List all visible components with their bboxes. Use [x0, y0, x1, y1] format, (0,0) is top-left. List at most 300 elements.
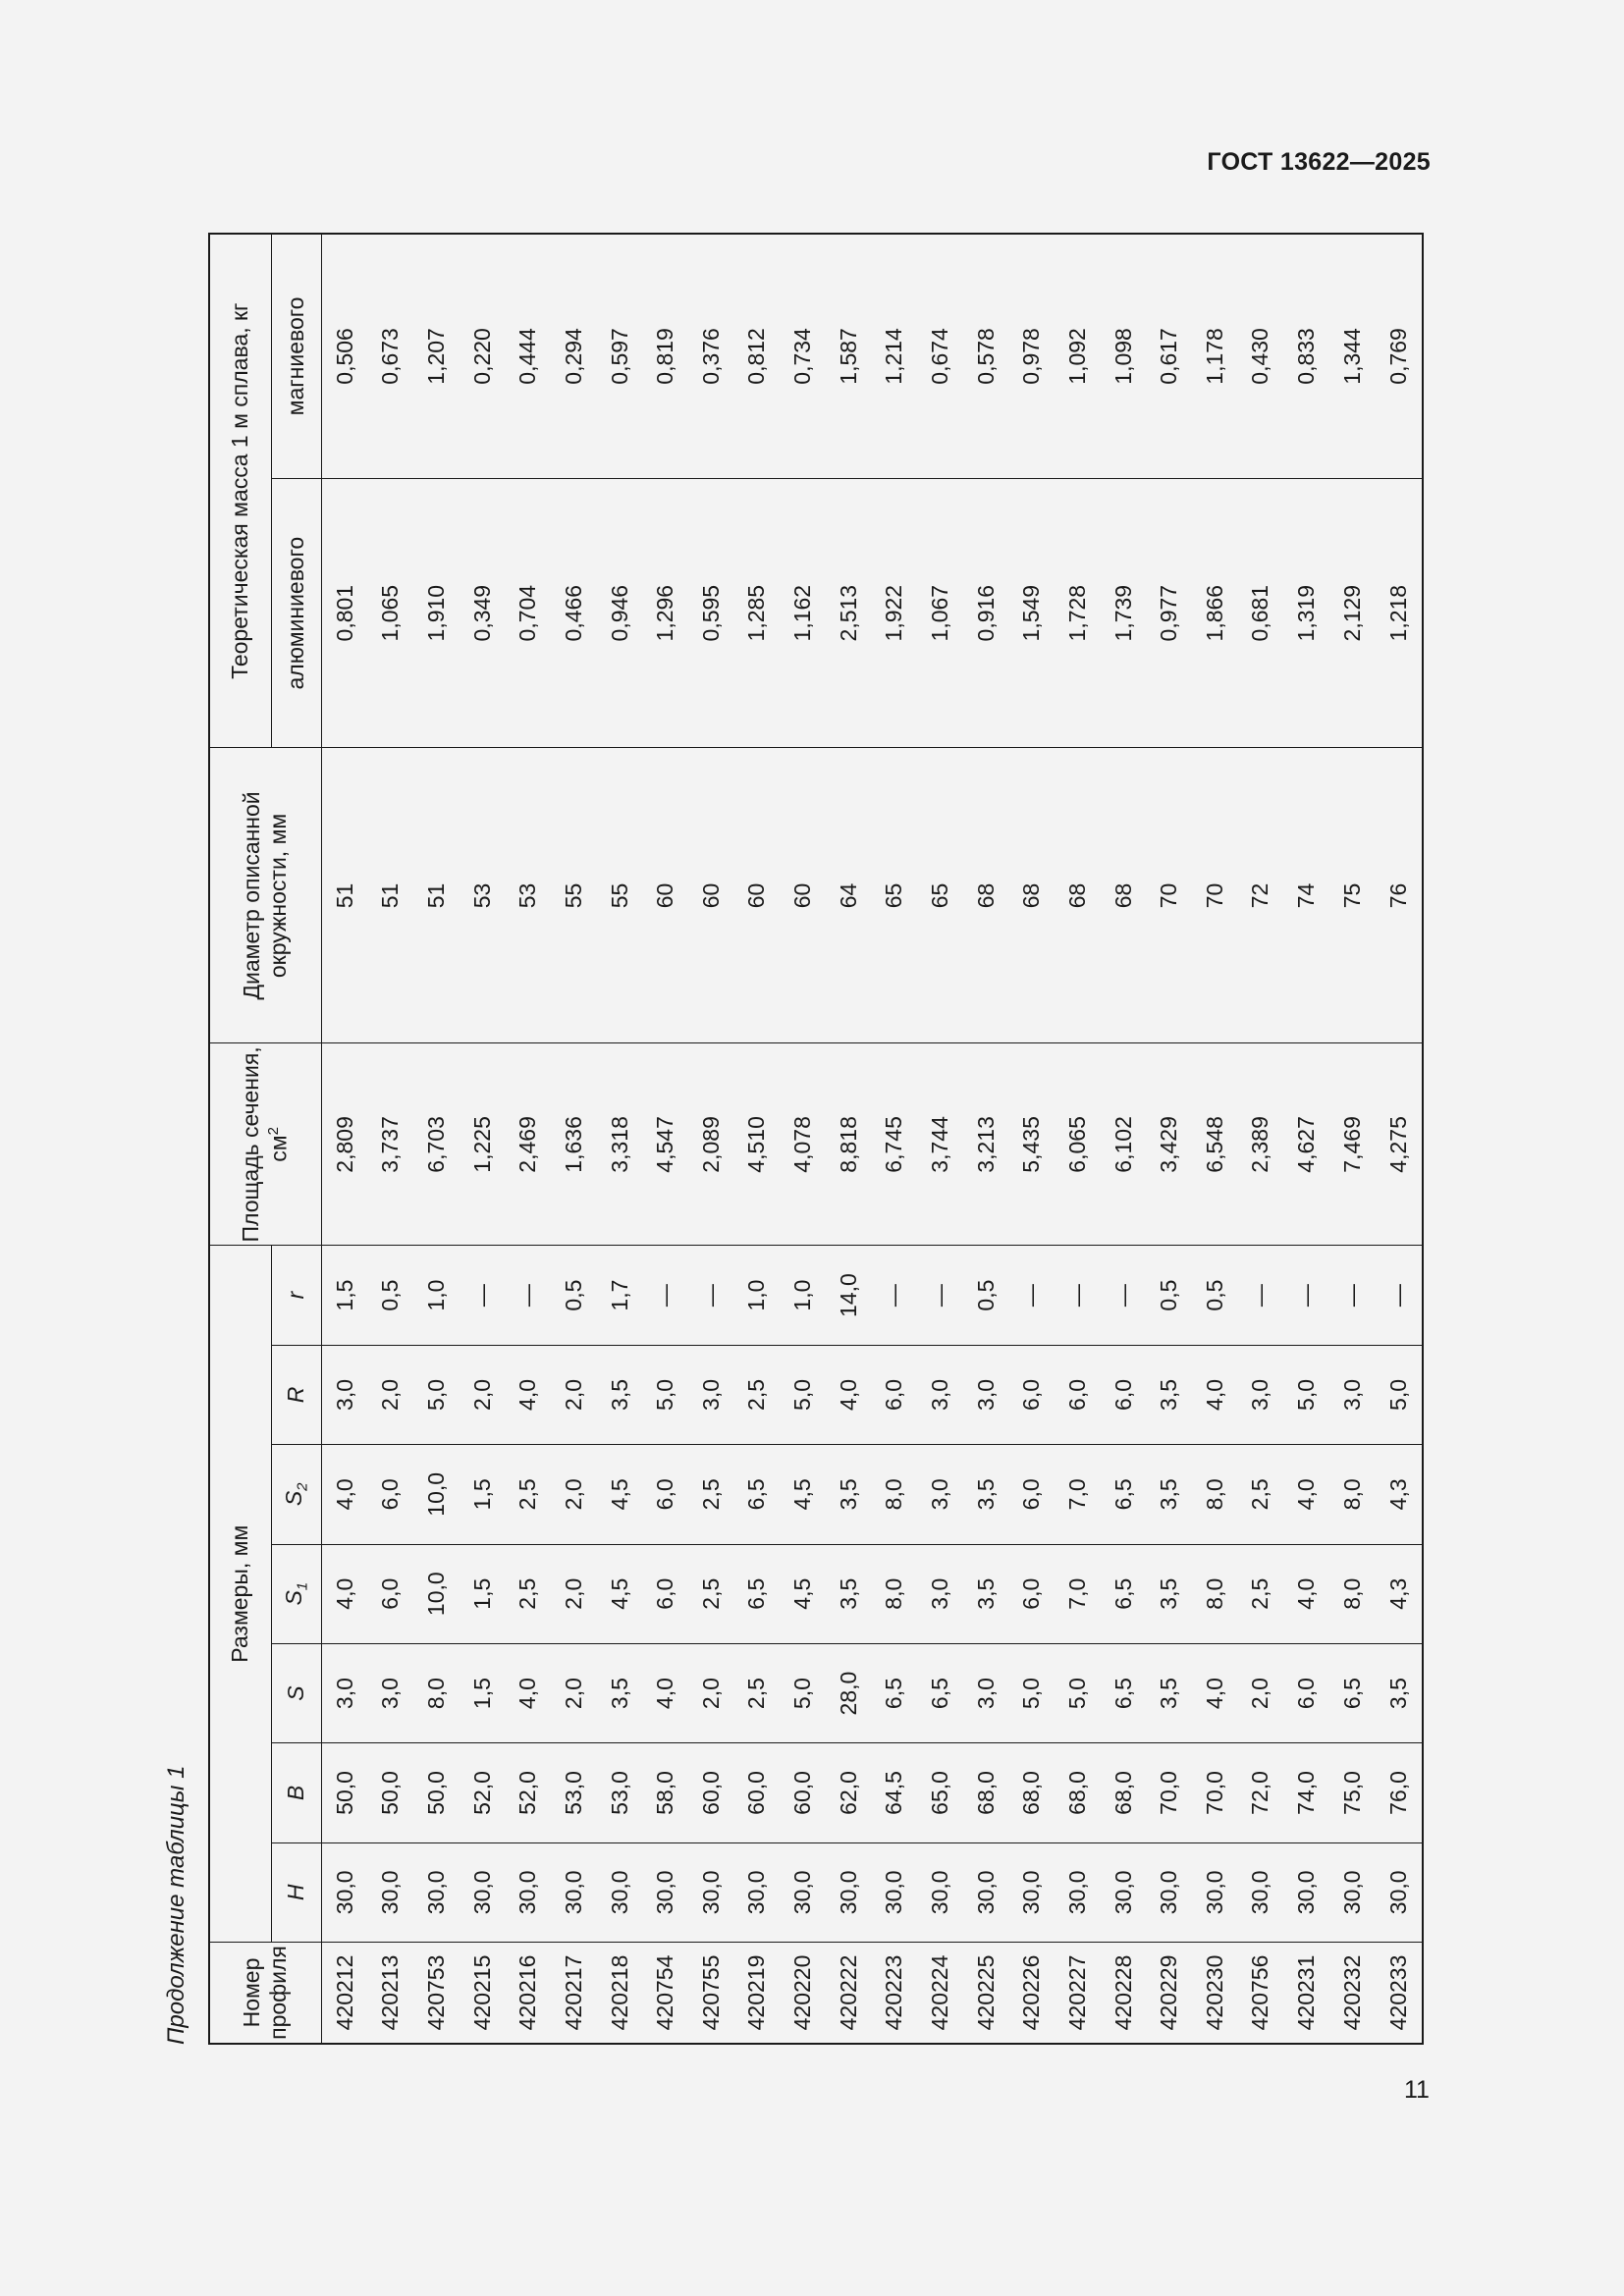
cell-mass-al: 0,946 — [597, 478, 643, 748]
cell-s1: 2,5 — [505, 1544, 551, 1643]
cell-s2: 6,5 — [734, 1445, 781, 1544]
cell-h: 30,0 — [1101, 1842, 1147, 1942]
cell-small-r: — — [917, 1246, 963, 1345]
cell-b: 50,0 — [368, 1743, 414, 1842]
cell-b: 68,0 — [1101, 1743, 1147, 1842]
cell-profile: 420753 — [413, 1943, 460, 2044]
page-number: 11 — [1404, 2076, 1430, 2104]
cell-diameter: 64 — [826, 748, 872, 1043]
cell-s: 4,0 — [505, 1643, 551, 1742]
cell-h: 30,0 — [368, 1842, 414, 1942]
cell-s1: 3,5 — [1146, 1544, 1192, 1643]
cell-s1: 3,5 — [963, 1544, 1009, 1643]
cell-small-r: — — [1055, 1246, 1101, 1345]
cell-big-r: 6,0 — [1008, 1345, 1055, 1444]
cell-profile: 420220 — [780, 1943, 826, 2044]
header-dim-s2: $S_2$ — [271, 1445, 321, 1544]
cell-big-r: 2,5 — [734, 1345, 781, 1444]
cell-s2: 8,0 — [1192, 1445, 1238, 1544]
cell-profile: 420756 — [1238, 1943, 1284, 2044]
table-row — [872, 234, 918, 2044]
cell-mass-mg: 1,207 — [413, 234, 460, 478]
cell-s2: 7,0 — [1055, 1445, 1101, 1544]
cell-area: 2,809 — [321, 1043, 368, 1246]
cell-big-r: 3,5 — [1146, 1345, 1192, 1444]
cell-area: 6,065 — [1055, 1043, 1101, 1246]
cell-area: 6,703 — [413, 1043, 460, 1246]
cell-big-r: 3,0 — [917, 1345, 963, 1444]
cell-mass-al: 1,739 — [1101, 478, 1147, 748]
cell-small-r: 0,5 — [1192, 1246, 1238, 1345]
table-row — [688, 234, 734, 2044]
cell-b: 70,0 — [1146, 1743, 1192, 1842]
cell-b: 52,0 — [505, 1743, 551, 1842]
cell-profile: 420230 — [1192, 1943, 1238, 2044]
cell-mass-mg: 1,344 — [1329, 234, 1376, 478]
cell-profile: 420226 — [1008, 1943, 1055, 2044]
cell-s: 8,0 — [413, 1643, 460, 1742]
cell-big-r: 3,0 — [688, 1345, 734, 1444]
cell-b: 76,0 — [1376, 1743, 1423, 1842]
cell-big-r: 6,0 — [1055, 1345, 1101, 1444]
cell-profile: 420222 — [826, 1943, 872, 2044]
cell-profile: 420217 — [551, 1943, 597, 2044]
cell-profile: 420219 — [734, 1943, 781, 2044]
cell-mass-al: 0,349 — [460, 478, 506, 748]
cell-diameter: 53 — [505, 748, 551, 1043]
cell-mass-al: 0,595 — [688, 478, 734, 748]
cell-area: 2,089 — [688, 1043, 734, 1246]
cell-mass-al: 1,910 — [413, 478, 460, 748]
cell-h: 30,0 — [1192, 1842, 1238, 1942]
cell-s2: 6,0 — [642, 1445, 688, 1544]
cell-area: 6,102 — [1101, 1043, 1147, 1246]
table-caption: Продолжение таблицы 1 — [163, 1765, 189, 2045]
cell-profile: 420225 — [963, 1943, 1009, 2044]
cell-b: 68,0 — [1008, 1743, 1055, 1842]
header-dimensions: Размеры, мм — [209, 1246, 271, 1943]
cell-area: 2,389 — [1238, 1043, 1284, 1246]
cell-profile: 420212 — [321, 1943, 368, 2044]
cell-s2: 2,5 — [1238, 1445, 1284, 1544]
cell-s: 5,0 — [1008, 1643, 1055, 1742]
cell-b: 52,0 — [460, 1743, 506, 1842]
cell-b: 50,0 — [413, 1743, 460, 1842]
cell-diameter: 51 — [321, 748, 368, 1043]
cell-s1: 7,0 — [1055, 1544, 1101, 1643]
cell-diameter: 70 — [1192, 748, 1238, 1043]
cell-mass-mg: 1,092 — [1055, 234, 1101, 478]
cell-s: 6,5 — [1329, 1643, 1376, 1742]
cell-s2: 6,0 — [368, 1445, 414, 1544]
cell-b: 60,0 — [780, 1743, 826, 1842]
cell-s: 5,0 — [1055, 1643, 1101, 1742]
cell-small-r: — — [1008, 1246, 1055, 1345]
cell-area: 1,636 — [551, 1043, 597, 1246]
cell-big-r: 3,0 — [963, 1345, 1009, 1444]
cell-s: 3,5 — [1146, 1643, 1192, 1742]
cell-small-r: — — [1329, 1246, 1376, 1345]
cell-profile: 420223 — [872, 1943, 918, 2044]
cell-mass-mg: 0,220 — [460, 234, 506, 478]
cell-big-r: 3,0 — [1329, 1345, 1376, 1444]
cell-s2: 4,0 — [321, 1445, 368, 1544]
cell-area: 3,213 — [963, 1043, 1009, 1246]
cell-mass-al: 2,513 — [826, 478, 872, 748]
cell-profile: 420229 — [1146, 1943, 1192, 2044]
cell-mass-al: 0,916 — [963, 478, 1009, 748]
cell-s2: 6,5 — [1101, 1445, 1147, 1544]
cell-h: 30,0 — [917, 1842, 963, 1942]
cell-s: 2,0 — [688, 1643, 734, 1742]
cell-big-r: 5,0 — [780, 1345, 826, 1444]
table-row — [368, 234, 414, 2044]
cell-b: 53,0 — [551, 1743, 597, 1842]
cell-s: 6,5 — [872, 1643, 918, 1742]
cell-h: 30,0 — [505, 1842, 551, 1942]
cell-diameter: 65 — [872, 748, 918, 1043]
cell-big-r: 6,0 — [872, 1345, 918, 1444]
cell-small-r: — — [460, 1246, 506, 1345]
cell-small-r: 1,7 — [597, 1246, 643, 1345]
table-row — [1008, 234, 1055, 2044]
cell-h: 30,0 — [872, 1842, 918, 1942]
table-row — [1192, 234, 1238, 2044]
cell-s2: 10,0 — [413, 1445, 460, 1544]
cell-area: 8,818 — [826, 1043, 872, 1246]
cell-mass-mg: 0,673 — [368, 234, 414, 478]
cell-s2: 4,5 — [597, 1445, 643, 1544]
header-dim-s1: $S_1$ — [271, 1544, 321, 1643]
table-row — [642, 234, 688, 2044]
cell-big-r: 4,0 — [1192, 1345, 1238, 1444]
cell-s1: 10,0 — [413, 1544, 460, 1643]
table-row — [413, 234, 460, 2044]
cell-diameter: 76 — [1376, 748, 1423, 1043]
cell-mass-al: 0,801 — [321, 478, 368, 748]
cell-mass-mg: 1,587 — [826, 234, 872, 478]
header-profile: Номер профиля — [209, 1943, 321, 2044]
cell-area: 3,318 — [597, 1043, 643, 1246]
cell-b: 64,5 — [872, 1743, 918, 1842]
cell-s1: 6,5 — [1101, 1544, 1147, 1643]
cell-b: 58,0 — [642, 1743, 688, 1842]
cell-mass-mg: 0,978 — [1008, 234, 1055, 478]
cell-h: 30,0 — [413, 1842, 460, 1942]
cell-mass-al: 1,319 — [1283, 478, 1329, 748]
cell-diameter: 60 — [688, 748, 734, 1043]
table-row — [321, 234, 368, 2044]
cell-s1: 4,5 — [780, 1544, 826, 1643]
table-row — [917, 234, 963, 2044]
cell-area: 4,078 — [780, 1043, 826, 1246]
cell-small-r: 0,5 — [551, 1246, 597, 1345]
header-dim-s: S — [271, 1643, 321, 1742]
header-mass-magnesium: магниевого — [271, 234, 321, 478]
cell-b: 62,0 — [826, 1743, 872, 1842]
header-diameter: Диаметр описанной окружности, мм — [209, 748, 321, 1043]
cell-s2: 2,5 — [688, 1445, 734, 1544]
cell-diameter: 51 — [413, 748, 460, 1043]
cell-b: 60,0 — [734, 1743, 781, 1842]
cell-mass-mg: 0,294 — [551, 234, 597, 478]
cell-small-r: 0,5 — [963, 1246, 1009, 1345]
cell-mass-al: 1,065 — [368, 478, 414, 748]
table-row — [1055, 234, 1101, 2044]
cell-small-r: 1,0 — [413, 1246, 460, 1345]
cell-small-r: 0,5 — [368, 1246, 414, 1345]
cell-small-r: — — [642, 1246, 688, 1345]
cell-big-r: 5,0 — [642, 1345, 688, 1444]
cell-diameter: 60 — [780, 748, 826, 1043]
cell-big-r: 5,0 — [413, 1345, 460, 1444]
cell-big-r: 2,0 — [551, 1345, 597, 1444]
cell-mass-mg: 1,178 — [1192, 234, 1238, 478]
cell-h: 30,0 — [1376, 1842, 1423, 1942]
cell-s2: 4,3 — [1376, 1445, 1423, 1544]
cell-h: 30,0 — [780, 1842, 826, 1942]
cell-h: 30,0 — [1329, 1842, 1376, 1942]
cell-diameter: 51 — [368, 748, 414, 1043]
cell-s2: 6,0 — [1008, 1445, 1055, 1544]
cell-mass-mg: 1,214 — [872, 234, 918, 478]
cell-small-r: — — [1101, 1246, 1147, 1345]
cell-big-r: 3,0 — [321, 1345, 368, 1444]
cell-s1: 8,0 — [872, 1544, 918, 1643]
cell-small-r: — — [1283, 1246, 1329, 1345]
cell-mass-al: 0,466 — [551, 478, 597, 748]
cell-b: 68,0 — [1055, 1743, 1101, 1842]
cell-diameter: 68 — [1101, 748, 1147, 1043]
cell-s1: 4,0 — [321, 1544, 368, 1643]
table-row — [1329, 234, 1376, 2044]
cell-mass-mg: 0,833 — [1283, 234, 1329, 478]
cell-mass-mg: 1,098 — [1101, 234, 1147, 478]
cell-b: 68,0 — [963, 1743, 1009, 1842]
cell-area: 4,510 — [734, 1043, 781, 1246]
cell-small-r: 1,0 — [734, 1246, 781, 1345]
cell-mass-al: 1,922 — [872, 478, 918, 748]
table-body — [321, 234, 1423, 2044]
cell-s1: 6,0 — [1008, 1544, 1055, 1643]
cell-mass-al: 1,162 — [780, 478, 826, 748]
cell-profile: 420227 — [1055, 1943, 1101, 2044]
cell-area: 6,548 — [1192, 1043, 1238, 1246]
cell-mass-al: 1,866 — [1192, 478, 1238, 748]
table-row — [826, 234, 872, 2044]
table-row — [780, 234, 826, 2044]
cell-s2: 3,5 — [1146, 1445, 1192, 1544]
table-row — [460, 234, 506, 2044]
table-row — [1146, 234, 1192, 2044]
cell-diameter: 68 — [963, 748, 1009, 1043]
cell-diameter: 70 — [1146, 748, 1192, 1043]
cell-mass-mg: 0,506 — [321, 234, 368, 478]
cell-mass-al: 0,704 — [505, 478, 551, 748]
cell-s1: 8,0 — [1192, 1544, 1238, 1643]
cell-profile: 420228 — [1101, 1943, 1147, 2044]
cell-b: 72,0 — [1238, 1743, 1284, 1842]
cell-small-r: 14,0 — [826, 1246, 872, 1345]
cell-mass-mg: 0,769 — [1376, 234, 1423, 478]
cell-mass-mg: 0,734 — [780, 234, 826, 478]
cell-s1: 2,5 — [1238, 1544, 1284, 1643]
cell-mass-al: 0,681 — [1238, 478, 1284, 748]
cell-area: 2,469 — [505, 1043, 551, 1246]
cell-area: 3,429 — [1146, 1043, 1192, 1246]
cell-s2: 2,0 — [551, 1445, 597, 1544]
cell-s1: 2,0 — [551, 1544, 597, 1643]
cell-mass-al: 0,977 — [1146, 478, 1192, 748]
cell-profile: 420213 — [368, 1943, 414, 2044]
cell-h: 30,0 — [642, 1842, 688, 1942]
cell-h: 30,0 — [460, 1842, 506, 1942]
table-row — [963, 234, 1009, 2044]
rotated-table-block — [157, 233, 1424, 2045]
cell-big-r: 4,0 — [505, 1345, 551, 1444]
cell-small-r: — — [1376, 1246, 1423, 1345]
cell-mass-al: 1,728 — [1055, 478, 1101, 748]
cell-h: 30,0 — [1055, 1842, 1101, 1942]
cell-s2: 4,0 — [1283, 1445, 1329, 1544]
cell-area: 7,469 — [1329, 1043, 1376, 1246]
cell-diameter: 55 — [597, 748, 643, 1043]
cell-profile: 420216 — [505, 1943, 551, 2044]
cell-mass-al: 1,067 — [917, 478, 963, 748]
cell-s1: 3,5 — [826, 1544, 872, 1643]
cell-h: 30,0 — [551, 1842, 597, 1942]
cell-s1: 8,0 — [1329, 1544, 1376, 1643]
cell-s2: 8,0 — [1329, 1445, 1376, 1544]
cell-s1: 2,5 — [688, 1544, 734, 1643]
header-mass: Теоретическая масса 1 м сплава, кг — [209, 234, 271, 748]
cell-s: 4,0 — [1192, 1643, 1238, 1742]
cell-area: 1,225 — [460, 1043, 506, 1246]
cell-big-r: 5,0 — [1283, 1345, 1329, 1444]
standard-designation: ГОСТ 13622—2025 — [1207, 148, 1431, 176]
cell-s1: 6,5 — [734, 1544, 781, 1643]
cell-small-r: — — [688, 1246, 734, 1345]
cell-s: 28,0 — [826, 1643, 872, 1742]
table-row — [1101, 234, 1147, 2044]
cell-area: 4,547 — [642, 1043, 688, 1246]
cell-b: 74,0 — [1283, 1743, 1329, 1842]
cell-h: 30,0 — [1008, 1842, 1055, 1942]
cell-s: 3,0 — [321, 1643, 368, 1742]
cell-s1: 1,5 — [460, 1544, 506, 1643]
cell-mass-mg: 0,617 — [1146, 234, 1192, 478]
cell-mass-mg: 0,444 — [505, 234, 551, 478]
table-row — [551, 234, 597, 2044]
cell-s1: 3,0 — [917, 1544, 963, 1643]
cell-diameter: 68 — [1055, 748, 1101, 1043]
header-area: Площадь сечения, $см^2$ — [209, 1043, 321, 1246]
cell-s1: 4,3 — [1376, 1544, 1423, 1643]
cell-big-r: 4,0 — [826, 1345, 872, 1444]
cell-mass-mg: 0,674 — [917, 234, 963, 478]
header-dim-small-r: r — [271, 1246, 321, 1345]
cell-s2: 1,5 — [460, 1445, 506, 1544]
cell-area: 6,745 — [872, 1043, 918, 1246]
cell-small-r: — — [872, 1246, 918, 1345]
cell-h: 30,0 — [1238, 1842, 1284, 1942]
table-row — [505, 234, 551, 2044]
cell-h: 30,0 — [321, 1842, 368, 1942]
cell-s: 4,0 — [642, 1643, 688, 1742]
cell-big-r: 3,0 — [1238, 1345, 1284, 1444]
cell-big-r: 5,0 — [1376, 1345, 1423, 1444]
cell-big-r: 3,5 — [597, 1345, 643, 1444]
cell-profile: 420754 — [642, 1943, 688, 2044]
cell-profile: 420755 — [688, 1943, 734, 2044]
cell-mass-al: 2,129 — [1329, 478, 1376, 748]
cell-s1: 4,0 — [1283, 1544, 1329, 1643]
cell-h: 30,0 — [1146, 1842, 1192, 1942]
cell-b: 70,0 — [1192, 1743, 1238, 1842]
cell-h: 30,0 — [597, 1842, 643, 1942]
cell-b: 60,0 — [688, 1743, 734, 1842]
cell-s: 2,0 — [551, 1643, 597, 1742]
cell-diameter: 55 — [551, 748, 597, 1043]
cell-mass-al: 1,285 — [734, 478, 781, 748]
cell-s2: 3,5 — [963, 1445, 1009, 1544]
cell-diameter: 68 — [1008, 748, 1055, 1043]
cell-mass-al: 1,549 — [1008, 478, 1055, 748]
cell-diameter: 65 — [917, 748, 963, 1043]
cell-s: 3,0 — [963, 1643, 1009, 1742]
cell-s: 5,0 — [780, 1643, 826, 1742]
header-dim-b: B — [271, 1743, 321, 1842]
cell-area: 4,275 — [1376, 1043, 1423, 1246]
cell-s: 2,5 — [734, 1643, 781, 1742]
cell-b: 53,0 — [597, 1743, 643, 1842]
cell-mass-mg: 0,376 — [688, 234, 734, 478]
cell-area: 3,744 — [917, 1043, 963, 1246]
header-mass-aluminium: алюминиевого — [271, 478, 321, 748]
cell-diameter: 75 — [1329, 748, 1376, 1043]
cell-profile: 420218 — [597, 1943, 643, 2044]
cell-h: 30,0 — [963, 1842, 1009, 1942]
cell-profile: 420233 — [1376, 1943, 1423, 2044]
table-row — [597, 234, 643, 2044]
header-dim-h: H — [271, 1842, 321, 1942]
cell-h: 30,0 — [688, 1842, 734, 1942]
cell-b: 75,0 — [1329, 1743, 1376, 1842]
cell-small-r: 1,0 — [780, 1246, 826, 1345]
cell-small-r: 1,5 — [321, 1246, 368, 1345]
table-row — [1283, 234, 1329, 2044]
cell-h: 30,0 — [1283, 1842, 1329, 1942]
cell-s1: 6,0 — [368, 1544, 414, 1643]
cell-b: 50,0 — [321, 1743, 368, 1842]
cell-s1: 4,5 — [597, 1544, 643, 1643]
cell-s1: 6,0 — [642, 1544, 688, 1643]
cell-s: 3,5 — [1376, 1643, 1423, 1742]
cell-s2: 2,5 — [505, 1445, 551, 1544]
cell-s2: 4,5 — [780, 1445, 826, 1544]
cell-s: 6,5 — [1101, 1643, 1147, 1742]
cell-diameter: 72 — [1238, 748, 1284, 1043]
cell-profile: 420232 — [1329, 1943, 1376, 2044]
cell-small-r: — — [505, 1246, 551, 1345]
table-row — [734, 234, 781, 2044]
cell-diameter: 74 — [1283, 748, 1329, 1043]
cell-diameter: 60 — [734, 748, 781, 1043]
cell-s: 2,0 — [1238, 1643, 1284, 1742]
table-row — [1238, 234, 1284, 2044]
table-row — [1376, 234, 1423, 2044]
header-dim-big-r: R — [271, 1345, 321, 1444]
